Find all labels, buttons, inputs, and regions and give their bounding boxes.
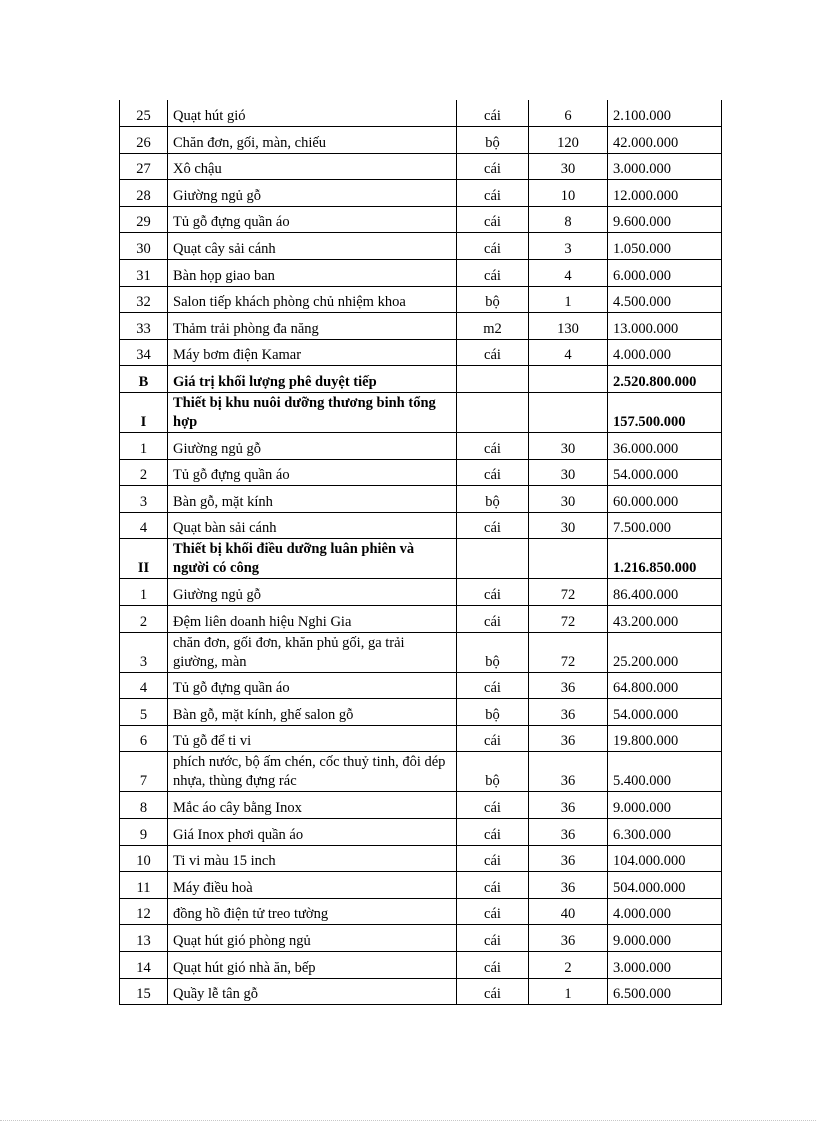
row-number: 1 — [120, 433, 168, 460]
item-amount: 5.400.000 — [608, 752, 722, 792]
item-quantity — [529, 539, 608, 579]
row-number: 6 — [120, 725, 168, 752]
item-unit: cái — [457, 180, 529, 207]
item-unit: cái — [457, 725, 529, 752]
item-unit: cái — [457, 579, 529, 606]
table-row — [120, 925, 722, 952]
item-quantity: 30 — [529, 433, 608, 460]
item-unit: bộ — [457, 699, 529, 726]
row-number: 3 — [120, 486, 168, 513]
table-row — [120, 206, 722, 233]
item-quantity: 4 — [529, 260, 608, 287]
row-number: 30 — [120, 233, 168, 260]
item-unit: m2 — [457, 313, 529, 340]
item-unit: cái — [457, 672, 529, 699]
item-quantity: 36 — [529, 818, 608, 845]
table-row — [120, 433, 722, 460]
row-number: 7 — [120, 752, 168, 792]
item-quantity — [529, 393, 608, 433]
item-name: chăn đơn, gối đơn, khăn phủ gối, ga trải giường, màn — [168, 632, 457, 672]
item-amount: 6.500.000 — [608, 978, 722, 1005]
row-number: 15 — [120, 978, 168, 1005]
item-amount: 4.500.000 — [608, 286, 722, 313]
item-quantity: 72 — [529, 579, 608, 606]
item-quantity: 36 — [529, 792, 608, 819]
item-amount: 86.400.000 — [608, 579, 722, 606]
item-name: Bàn gỗ, mặt kính, ghế salon gỗ — [168, 699, 457, 726]
row-number: 27 — [120, 153, 168, 180]
item-amount: 19.800.000 — [608, 725, 722, 752]
item-unit: cái — [457, 978, 529, 1005]
item-amount: 54.000.000 — [608, 699, 722, 726]
item-amount: 3.000.000 — [608, 153, 722, 180]
item-name: Bàn gỗ, mặt kính — [168, 486, 457, 513]
table-row — [120, 951, 722, 978]
item-amount: 9.600.000 — [608, 206, 722, 233]
item-unit: cái — [457, 459, 529, 486]
item-name: Quạt hút gió nhà ăn, bếp — [168, 951, 457, 978]
item-unit: cái — [457, 206, 529, 233]
item-unit: bộ — [457, 486, 529, 513]
row-number: 25 — [120, 100, 168, 127]
item-unit — [457, 539, 529, 579]
item-name: Máy bơm điện Kamar — [168, 339, 457, 366]
item-quantity: 36 — [529, 725, 608, 752]
row-number: I — [120, 393, 168, 433]
item-amount: 9.000.000 — [608, 792, 722, 819]
item-name: Tủ gỗ đựng quần áo — [168, 672, 457, 699]
item-amount: 13.000.000 — [608, 313, 722, 340]
item-name: Giá Inox phơi quần áo — [168, 818, 457, 845]
item-name: Quạt bàn sải cánh — [168, 512, 457, 539]
item-quantity: 4 — [529, 339, 608, 366]
table-row — [120, 153, 722, 180]
table-row — [120, 606, 722, 633]
table-row — [120, 260, 722, 287]
row-number: B — [120, 366, 168, 393]
page-bottom-edge — [0, 1120, 816, 1122]
item-name: Tủ gỗ đựng quần áo — [168, 206, 457, 233]
item-unit: cái — [457, 260, 529, 287]
table-row — [120, 792, 722, 819]
item-amount: 157.500.000 — [608, 393, 722, 433]
row-number: 5 — [120, 699, 168, 726]
item-name: Đệm liên doanh hiệu Nghi Gia — [168, 606, 457, 633]
row-number: 31 — [120, 260, 168, 287]
row-number: 2 — [120, 606, 168, 633]
equipment-table — [119, 100, 722, 1005]
section-row — [120, 393, 722, 433]
row-number: 8 — [120, 792, 168, 819]
item-quantity: 72 — [529, 606, 608, 633]
item-quantity: 10 — [529, 180, 608, 207]
row-number: 34 — [120, 339, 168, 366]
item-amount: 43.200.000 — [608, 606, 722, 633]
row-number: 9 — [120, 818, 168, 845]
item-amount: 504.000.000 — [608, 872, 722, 899]
table-row — [120, 818, 722, 845]
table-row — [120, 180, 722, 207]
item-unit: cái — [457, 925, 529, 952]
item-amount: 60.000.000 — [608, 486, 722, 513]
table-row — [120, 100, 722, 127]
section-row — [120, 366, 722, 393]
item-amount: 4.000.000 — [608, 339, 722, 366]
row-number: 26 — [120, 127, 168, 154]
table-row — [120, 339, 722, 366]
item-quantity: 36 — [529, 845, 608, 872]
item-amount: 104.000.000 — [608, 845, 722, 872]
table-row — [120, 672, 722, 699]
item-amount: 54.000.000 — [608, 459, 722, 486]
item-quantity: 72 — [529, 632, 608, 672]
item-amount: 12.000.000 — [608, 180, 722, 207]
item-amount: 2.100.000 — [608, 100, 722, 127]
item-quantity: 2 — [529, 951, 608, 978]
item-unit: cái — [457, 233, 529, 260]
item-quantity: 130 — [529, 313, 608, 340]
item-name: Quạt hút gió phòng ngủ — [168, 925, 457, 952]
table-row — [120, 978, 722, 1005]
row-number: 11 — [120, 872, 168, 899]
item-quantity: 1 — [529, 286, 608, 313]
table-row — [120, 127, 722, 154]
item-amount: 1.050.000 — [608, 233, 722, 260]
row-number: 13 — [120, 925, 168, 952]
item-amount: 1.216.850.000 — [608, 539, 722, 579]
row-number: 28 — [120, 180, 168, 207]
item-name: Quầy lễ tân gỗ — [168, 978, 457, 1005]
item-unit: bộ — [457, 632, 529, 672]
item-unit — [457, 366, 529, 393]
item-name: Mắc áo cây bằng Inox — [168, 792, 457, 819]
item-name: Tủ gỗ đựng quần áo — [168, 459, 457, 486]
item-quantity: 36 — [529, 872, 608, 899]
row-number: 12 — [120, 898, 168, 925]
table-row — [120, 313, 722, 340]
table-row — [120, 725, 722, 752]
item-name: Giường ngủ gỗ — [168, 180, 457, 207]
item-quantity: 30 — [529, 153, 608, 180]
item-amount: 9.000.000 — [608, 925, 722, 952]
item-name: Thảm trải phòng đa năng — [168, 313, 457, 340]
item-quantity: 36 — [529, 699, 608, 726]
item-unit: bộ — [457, 752, 529, 792]
row-number: 33 — [120, 313, 168, 340]
section-row — [120, 539, 722, 579]
item-name: Bàn họp giao ban — [168, 260, 457, 287]
item-quantity: 36 — [529, 752, 608, 792]
row-number: 32 — [120, 286, 168, 313]
item-name: Giường ngủ gỗ — [168, 433, 457, 460]
table-row — [120, 486, 722, 513]
item-unit: cái — [457, 818, 529, 845]
table-row — [120, 632, 722, 672]
table-row — [120, 898, 722, 925]
row-number: 1 — [120, 579, 168, 606]
item-unit: cái — [457, 951, 529, 978]
row-number: 4 — [120, 512, 168, 539]
row-number: 2 — [120, 459, 168, 486]
item-unit — [457, 393, 529, 433]
item-name: Xô chậu — [168, 153, 457, 180]
item-quantity: 40 — [529, 898, 608, 925]
item-unit: cái — [457, 512, 529, 539]
item-quantity: 30 — [529, 486, 608, 513]
item-quantity: 30 — [529, 512, 608, 539]
item-name: Máy điều hoà — [168, 872, 457, 899]
item-quantity: 30 — [529, 459, 608, 486]
equipment-table-body — [120, 100, 722, 1005]
item-amount: 4.000.000 — [608, 898, 722, 925]
table-row — [120, 512, 722, 539]
table-row — [120, 699, 722, 726]
item-unit: cái — [457, 792, 529, 819]
item-quantity: 8 — [529, 206, 608, 233]
table-row — [120, 286, 722, 313]
item-quantity: 3 — [529, 233, 608, 260]
item-unit: cái — [457, 606, 529, 633]
item-quantity: 1 — [529, 978, 608, 1005]
table-row — [120, 845, 722, 872]
item-name: Ti vi màu 15 inch — [168, 845, 457, 872]
item-amount: 2.520.800.000 — [608, 366, 722, 393]
row-number: 4 — [120, 672, 168, 699]
row-number: II — [120, 539, 168, 579]
item-name: Giá trị khối lượng phê duyệt tiếp — [168, 366, 457, 393]
item-unit: cái — [457, 898, 529, 925]
item-amount: 6.000.000 — [608, 260, 722, 287]
table-row — [120, 459, 722, 486]
table-row — [120, 579, 722, 606]
item-unit: cái — [457, 872, 529, 899]
item-amount: 36.000.000 — [608, 433, 722, 460]
item-name: Salon tiếp khách phòng chủ nhiệm khoa — [168, 286, 457, 313]
item-unit: cái — [457, 845, 529, 872]
item-unit: bộ — [457, 127, 529, 154]
item-amount: 64.800.000 — [608, 672, 722, 699]
item-quantity: 120 — [529, 127, 608, 154]
item-quantity — [529, 366, 608, 393]
row-number: 14 — [120, 951, 168, 978]
item-quantity: 36 — [529, 925, 608, 952]
row-number: 10 — [120, 845, 168, 872]
item-amount: 25.200.000 — [608, 632, 722, 672]
table-row — [120, 233, 722, 260]
item-name: Chăn đơn, gối, màn, chiếu — [168, 127, 457, 154]
item-name: Tủ gỗ để ti vi — [168, 725, 457, 752]
item-quantity: 6 — [529, 100, 608, 127]
item-name: Thiết bị khu nuôi dưỡng thương binh tổng hợp — [168, 393, 457, 433]
item-name: Quạt hút gió — [168, 100, 457, 127]
item-name: Quạt cây sải cánh — [168, 233, 457, 260]
item-amount: 7.500.000 — [608, 512, 722, 539]
item-amount: 3.000.000 — [608, 951, 722, 978]
item-amount: 42.000.000 — [608, 127, 722, 154]
item-unit: cái — [457, 153, 529, 180]
item-name: Thiết bị khối điều dưỡng luân phiên và người có công — [168, 539, 457, 579]
item-amount: 6.300.000 — [608, 818, 722, 845]
item-name: đồng hồ điện tử treo tường — [168, 898, 457, 925]
table-row — [120, 752, 722, 792]
item-unit: cái — [457, 433, 529, 460]
item-name: Giường ngủ gỗ — [168, 579, 457, 606]
item-quantity: 36 — [529, 672, 608, 699]
row-number: 3 — [120, 632, 168, 672]
item-unit: cái — [457, 339, 529, 366]
row-number: 29 — [120, 206, 168, 233]
item-unit: bộ — [457, 286, 529, 313]
item-name: phích nước, bộ ấm chén, cốc thuỷ tinh, đôi dép nhựa, thùng đựng rác — [168, 752, 457, 792]
item-unit: cái — [457, 100, 529, 127]
table-row — [120, 872, 722, 899]
